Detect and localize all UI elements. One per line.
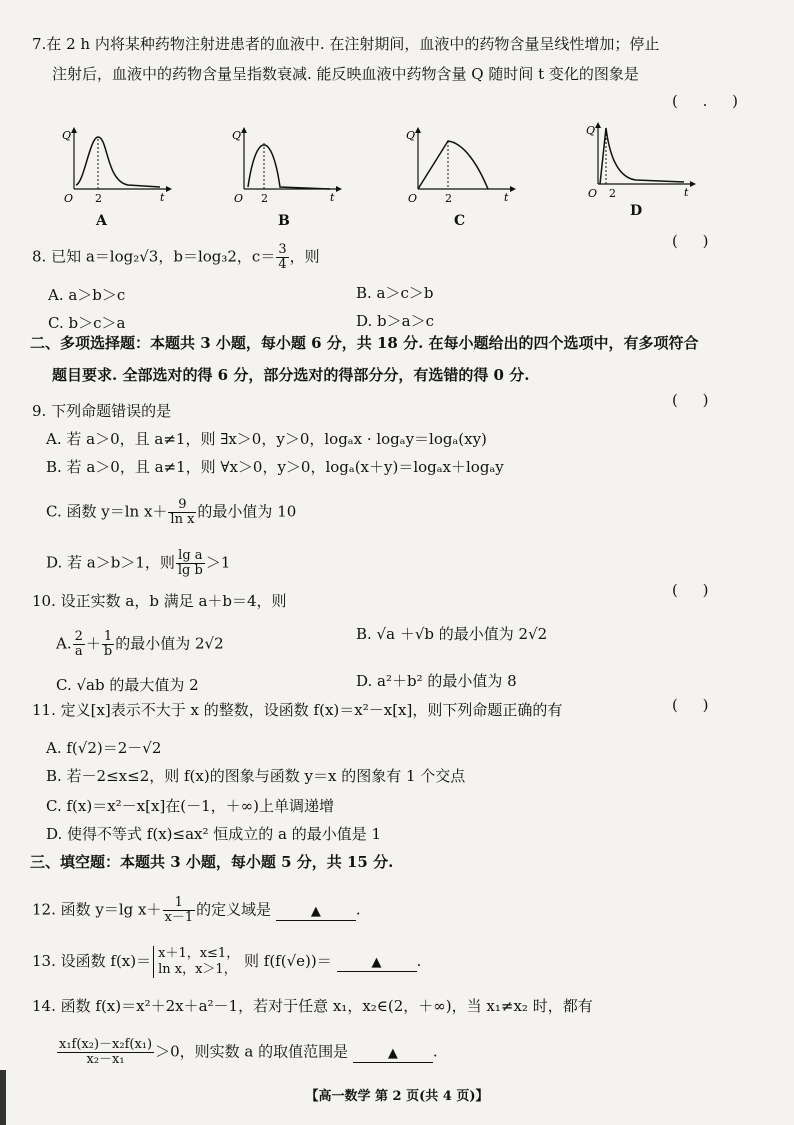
q8-stem: 8. 已知 a＝log₂√3，b＝log₃2，c＝ $\frac{3}{4}$ ，则: [32, 242, 320, 272]
graph-c-tick: 2: [445, 192, 452, 205]
graph-b-q: Q: [232, 129, 242, 142]
q11-option-d: D. 使得不等式 f(x)≤ax² 恒成立的 a 的最小值是 1: [46, 825, 382, 843]
graph-d-origin: O: [588, 187, 598, 200]
q10-option-b: B. √a ＋√b 的最小值为 2√2: [356, 625, 548, 643]
graph-a-origin: O: [64, 192, 74, 205]
graph-b-origin: O: [234, 192, 244, 205]
q7-line2: 注射后，血液中的药物含量呈指数衰减. 能反映血液中药物含量 Q 随时间 t 变化的图象是: [52, 65, 639, 83]
q14-line1: 14. 函数 f(x)＝x²＋2x＋a²－1，若对于任意 x₁，x₂∈(2，＋∞)，当 x₁≠x₂ 时，都有: [32, 997, 593, 1015]
q9-option-c: C. 函数 y＝ln x＋ $\frac{9}{\text{ln x}}$ 的最小值为 10: [46, 497, 297, 527]
q8-option-c: C. b＞c＞a: [48, 314, 126, 332]
q7-line1: 7.在 2 h 内将某种药物注射进患者的血液中. 在注射期间，血液中的药物含量呈线性增加；停止: [32, 35, 660, 53]
graph-b-label: B: [278, 213, 290, 229]
q9-option-b: B. 若 a＞0，且 a≠1，则 ∀x＞0，y＞0，logₐ(x＋y)＝logₐx＋logₐy: [46, 458, 504, 476]
graph-a-t: t: [160, 191, 165, 204]
q9-option-d: D. 若 a＞b＞1，则 $\frac{\text{lg a}}{\text{lg b}}$ ＞1: [46, 548, 231, 578]
q14-answer-blank[interactable]: ▲: [353, 1046, 433, 1063]
section3-heading: 三、填空题：本题共 3 小题，每小题 5 分，共 15 分.: [30, 853, 394, 871]
q8-option-a: A. a＞b＞c: [48, 286, 126, 304]
q10-stem: 10. 设正实数 a，b 满足 a＋b＝4，则: [32, 592, 287, 610]
q10-option-d: D. a²＋b² 的最小值为 8: [356, 672, 517, 690]
q13-stem: 13. 设函数 f(x)＝ x＋1，x≤1， ln x，x＞1， 则 f(f(√e))＝ ▲ .: [32, 946, 422, 977]
q11-answer-paren: ( ): [672, 696, 719, 714]
q10-option-c: C. √ab 的最大值为 2: [56, 676, 199, 694]
graph-d-label: D: [630, 203, 643, 219]
q13-piecewise: x＋1，x≤1， ln x，x＞1，: [153, 946, 239, 978]
page-footer: 【高一数学 第 2 页(共 4 页)】: [305, 1089, 489, 1104]
graph-c-q: Q: [406, 129, 416, 142]
q7-answer-paren: ( . ): [672, 92, 749, 110]
graph-a-tick: 2: [95, 192, 102, 205]
graph-a: [62, 125, 172, 205]
q9-option-a: A. 若 a＞0，且 a≠1，则 ∃x＞0，y＞0，logₐx · logₐy＝logₐ(xy): [46, 430, 487, 448]
graph-d: [586, 120, 696, 200]
q12-answer-blank[interactable]: ▲: [276, 904, 356, 921]
graph-c: [406, 125, 516, 205]
graph-d-t: t: [684, 186, 689, 199]
graph-b: [232, 125, 342, 205]
q10-option-a: A. $\frac{2}{a}$ ＋ $\frac{1}{b}$ 的最小值为 2√2: [56, 629, 224, 659]
q12-stem: 12. 函数 y＝lg x＋ $\frac{1}{x-1}$ 的定义域是 ▲ .: [32, 895, 361, 925]
q11-option-b: B. 若－2≤x≤2，则 f(x)的图象与函数 y＝x 的图象有 1 个交点: [46, 767, 466, 785]
q9-answer-paren: ( ): [672, 391, 719, 409]
graph-a-q: Q: [62, 129, 72, 142]
q13-answer-blank[interactable]: ▲: [337, 955, 417, 972]
q11-option-a: A. f(√2)＝2－√2: [46, 739, 162, 757]
graph-c-label: C: [454, 213, 466, 229]
graph-a-label: A: [96, 213, 107, 229]
section2-heading-line1: 二、多项选择题：本题共 3 小题，每小题 6 分，共 18 分. 在每小题给出的四个选项中，有多项符合: [30, 334, 699, 352]
graph-b-t: t: [330, 191, 335, 204]
graph-c-origin: O: [408, 192, 418, 205]
q9-stem: 9. 下列命题错误的是: [32, 402, 172, 420]
graph-d-q: Q: [586, 124, 596, 137]
graph-c-t: t: [504, 191, 509, 204]
q8-option-d: D. b＞a＞c: [356, 312, 434, 330]
q11-option-c: C. f(x)＝x²－x[x]在(－1，＋∞)上单调递增: [46, 797, 335, 815]
graph-d-tick: 2: [609, 187, 616, 200]
section2-heading-line2: 题目要求. 全部选对的得 6 分，部分选对的得部分分，有选错的得 0 分.: [52, 366, 530, 384]
q14-line2: $\frac{\text{x₁f(x₂)－x₂f(x₁)}}{\text{x₂－x₁}}$ ＞0，则实数 a 的取值范围是 ▲ .: [59, 1037, 438, 1067]
q10-answer-paren: ( ): [672, 581, 719, 599]
graph-b-tick: 2: [261, 192, 268, 205]
q8-answer-paren: ( ): [672, 232, 719, 250]
q8-option-b: B. a＞c＞b: [356, 284, 434, 302]
q11-stem: 11. 定义[x]表示不大于 x 的整数，设函数 f(x)＝x²－x[x]，则下列命题正确的有: [32, 701, 563, 719]
scan-edge-mark: [0, 1070, 6, 1125]
